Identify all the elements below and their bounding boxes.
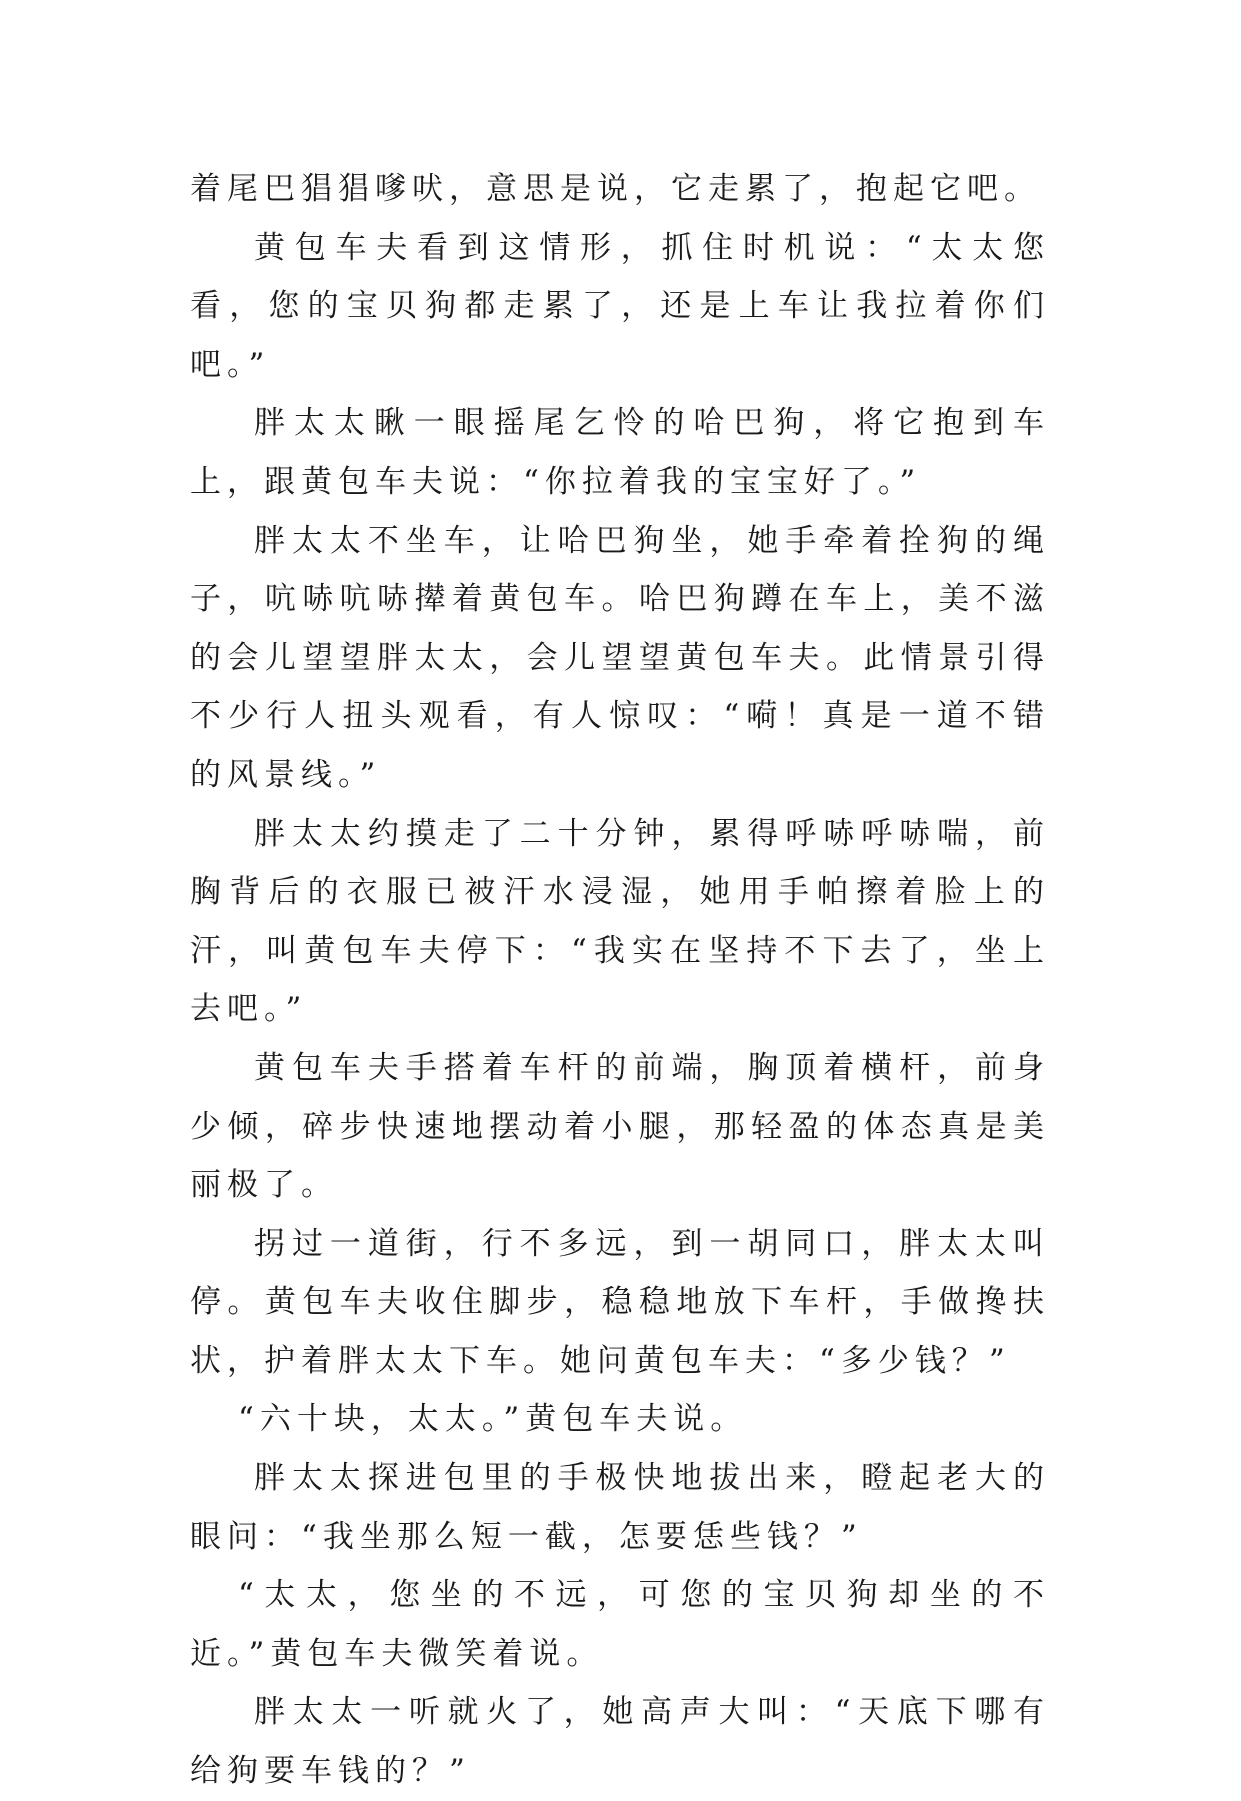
story-text xyxy=(190,160,1050,1801)
paragraph-10: “太太，您坐的不远，可您的宝贝狗却坐的不近。”黄包车夫微笑着说。 xyxy=(190,1577,1050,1672)
paragraph-1: 着尾巴猖猖嗲吠，意思是说，它走累了，抱起它吧。 xyxy=(190,171,1041,207)
paragraph-5: 胖太太约摸走了二十分钟，累得呼哧呼哧喘，前胸背后的衣服已被汗水浸湿，她用手帕擦着脸上的汗，叫黄包车夫停下：“我实在坚持不下去了，坐上去吧。” xyxy=(190,815,1050,1028)
paragraph-2: 黄包车夫看到这情形，抓住时机说：“太太您看，您的宝贝狗都走累了，还是上车让我拉着你们吧。” xyxy=(190,229,1050,383)
paragraph-9: 胖太太探进包里的手极快地拔出来，瞪起老大的眼问：“我坐那么短一截，怎要恁些钱？” xyxy=(190,1460,1050,1555)
paragraph-8: “六十块，太太。”黄包车夫说。 xyxy=(238,1401,748,1438)
paragraph-11: 胖太太一听就火了，她高声大叫：“天底下哪有给狗要车钱的？” xyxy=(190,1694,1050,1790)
paragraph-3: 胖太太瞅一眼摇尾乞怜的哈巴狗，将它抱到车上，跟黄包车夫说：“你拉着我的宝宝好了。” xyxy=(190,405,1050,500)
paragraph-7: 拐过一道街，行不多远，到一胡同口，胖太太叫停。黄包车夫收住脚步，稳稳地放下车杆，手做搀扶状，护着胖太太下车。她问黄包车夫：“多少钱？” xyxy=(190,1225,1050,1379)
paragraph-6: 黄包车夫手搭着车杆的前端，胸顶着横杆，前身少倾，碎步快速地摆动着小腿，那轻盈的体态真是美丽极了。 xyxy=(190,1049,1050,1204)
paragraph-4: 胖太太不坐车，让哈巴狗坐，她手牵着拴狗的绳子，吭哧吭哧撵着黄包车。哈巴狗蹲在车上，美不滋的会儿望望胖太太，会儿望望黄包车夫。此情景引得不少行人扭头观看，有人惊叹：“嗬！真是一道不错的风景线。” xyxy=(190,522,1050,793)
